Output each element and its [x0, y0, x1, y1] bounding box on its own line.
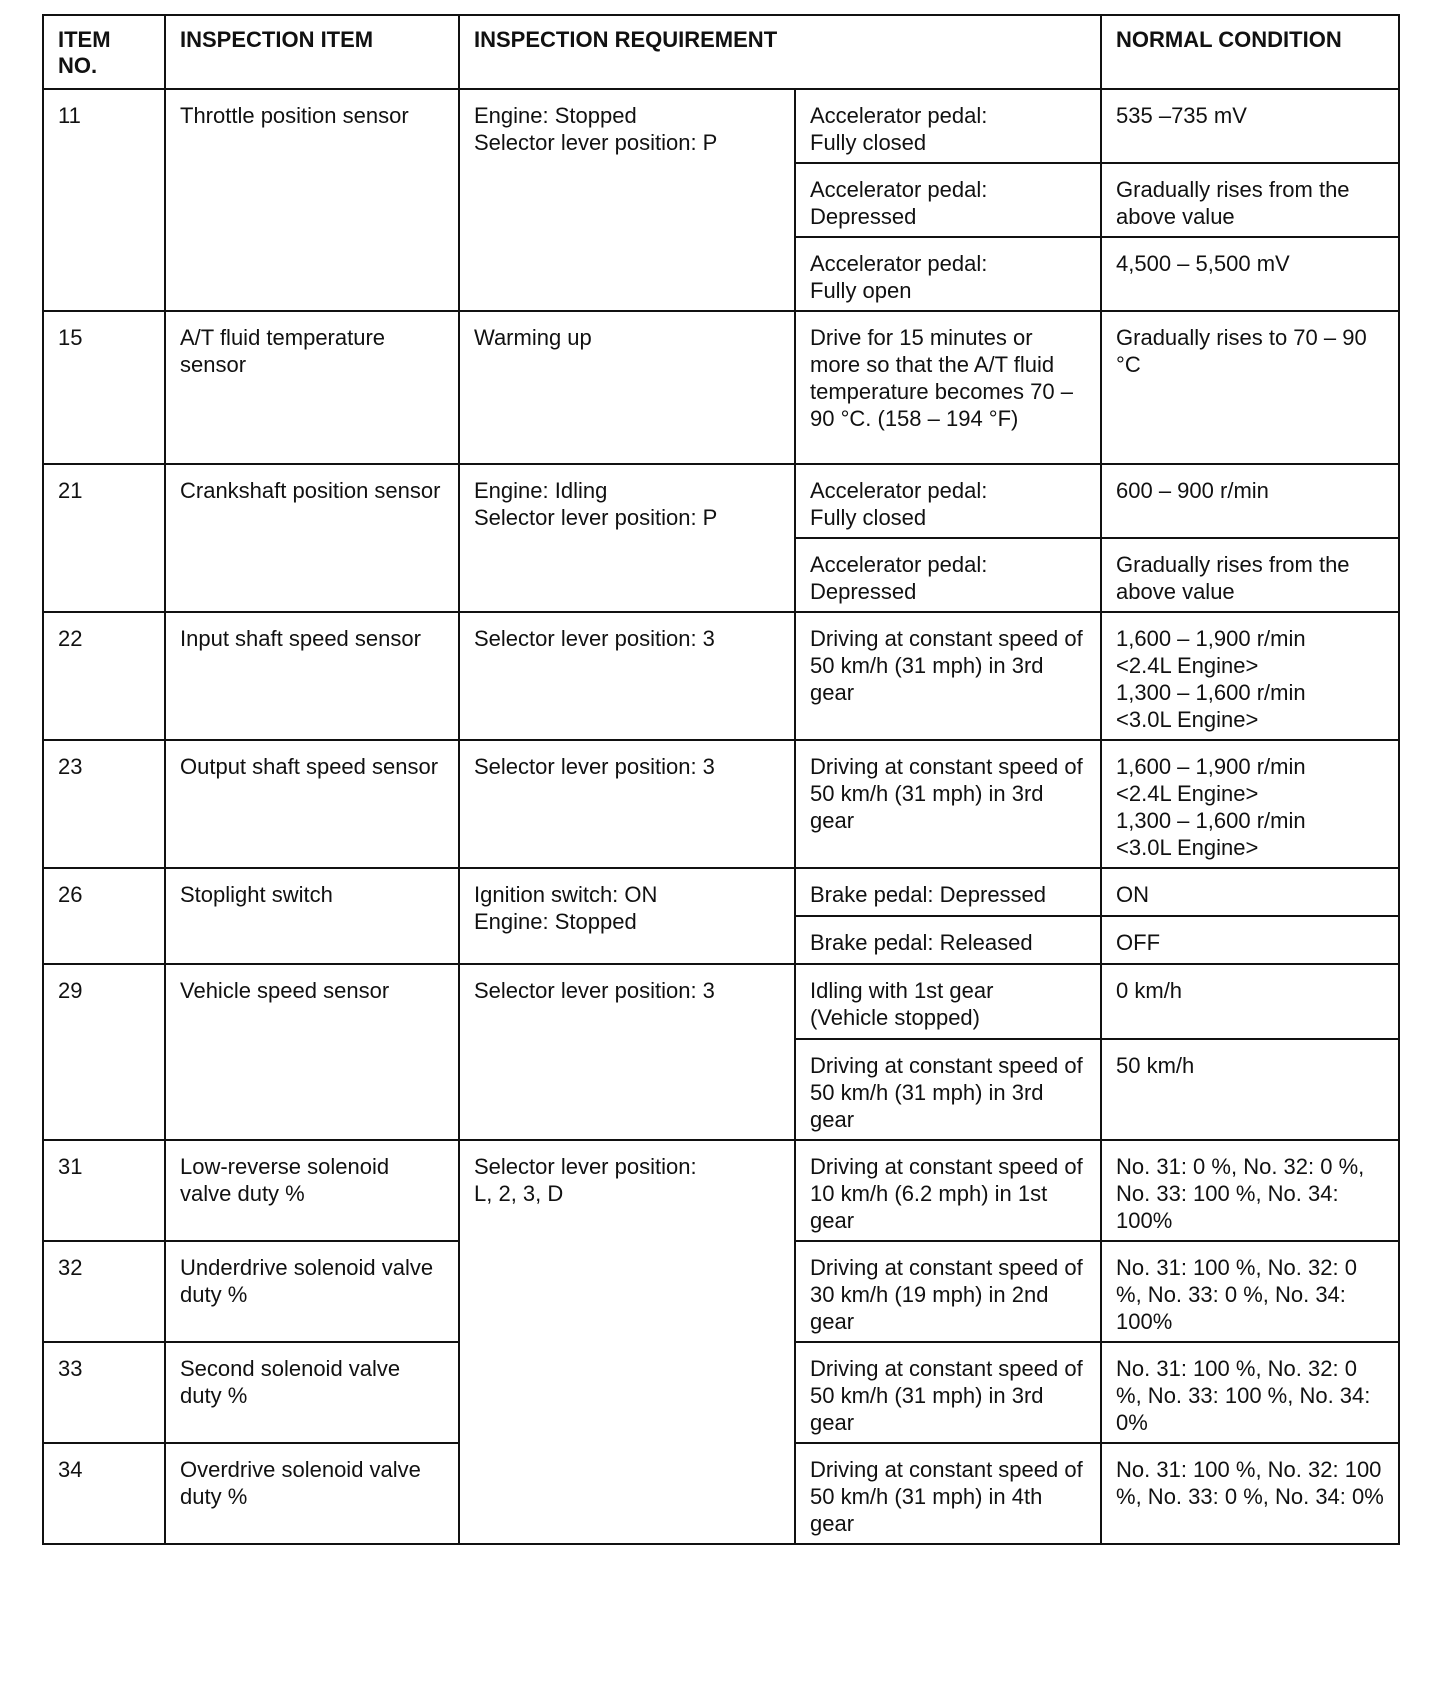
condition: Driving at constant speed of 50 km/h (31 mph) in 3rd gear: [795, 1342, 1101, 1443]
normal-condition: 0 km/h: [1101, 964, 1399, 1039]
inspection-item: Output shaft speed sensor: [165, 740, 459, 868]
condition: Driving at constant speed of 50 km/h (31 mph) in 4th gear: [795, 1443, 1101, 1544]
table-row: [43, 612, 1399, 740]
normal-condition: 1,600 – 1,900 r/min <2.4L Engine> 1,300 – 1,600 r/min <3.0L Engine>: [1101, 740, 1399, 868]
requirement: Selector lever position: 3: [459, 964, 795, 1140]
header-row: [43, 15, 1399, 89]
requirement-line: Engine: Stopped: [474, 909, 637, 934]
requirement: [459, 868, 795, 964]
table-row: [43, 311, 1399, 464]
condition: Accelerator pedal: Fully open: [795, 237, 1101, 311]
item-no: 15: [43, 311, 165, 464]
condition: Accelerator pedal: Depressed: [795, 538, 1101, 612]
condition: Driving at constant speed of 50 km/h (31 mph) in 3rd gear: [795, 612, 1101, 740]
item-no: 32: [43, 1241, 165, 1342]
condition: Idling with 1st gear (Vehicle stopped): [795, 964, 1101, 1039]
normal-condition: No. 31: 0 %, No. 32: 0 %, No. 33: 100 %, No. 34: 100%: [1101, 1140, 1399, 1241]
condition: Accelerator pedal: Fully closed: [795, 89, 1101, 163]
requirement-line: L, 2, 3, D: [474, 1181, 564, 1206]
header-inspection-item: INSPECTION ITEM: [165, 15, 459, 89]
item-no: 33: [43, 1342, 165, 1443]
inspection-item: A/T fluid temperature sensor: [165, 311, 459, 464]
normal-condition: No. 31: 100 %, No. 32: 0 %, No. 33: 0 %, No. 34: 100%: [1101, 1241, 1399, 1342]
requirement-line: Selector lever position: P: [474, 505, 718, 530]
requirement: Selector lever position: 3: [459, 612, 795, 740]
normal-condition: Gradually rises from the above value: [1101, 163, 1399, 237]
requirement: Warming up: [459, 311, 795, 464]
normal-condition: 535 –735 mV: [1101, 89, 1399, 163]
requirement-line: Ignition switch: ON: [474, 882, 658, 907]
condition: Brake pedal: Depressed: [795, 868, 1101, 916]
item-no: 29: [43, 964, 165, 1140]
normal-condition: Gradually rises to 70 – 90 °C: [1101, 311, 1399, 464]
item-no: 26: [43, 868, 165, 964]
item-no: 31: [43, 1140, 165, 1241]
condition: Brake pedal: Released: [795, 916, 1101, 964]
header-item-no: ITEM NO.: [43, 15, 165, 89]
inspection-table: [42, 14, 1400, 1545]
requirement-line: Selector lever position: P: [474, 130, 718, 155]
condition: Driving at constant speed of 50 km/h (31 mph) in 3rd gear: [795, 1039, 1101, 1140]
header-inspection-requirement: INSPECTION REQUIREMENT: [459, 15, 1101, 89]
condition: Driving at constant speed of 30 km/h (19 mph) in 2nd gear: [795, 1241, 1101, 1342]
inspection-item: Stoplight switch: [165, 868, 459, 964]
item-no: 11: [43, 89, 165, 311]
table-row: [43, 740, 1399, 868]
requirement: [459, 89, 795, 311]
normal-condition: 1,600 – 1,900 r/min <2.4L Engine> 1,300 – 1,600 r/min <3.0L Engine>: [1101, 612, 1399, 740]
condition: Driving at constant speed of 10 km/h (6.2 mph) in 1st gear: [795, 1140, 1101, 1241]
normal-condition: 600 – 900 r/min: [1101, 464, 1399, 538]
normal-condition: OFF: [1101, 916, 1399, 964]
inspection-item: Second solenoid valve duty %: [165, 1342, 459, 1443]
item-no: 23: [43, 740, 165, 868]
requirement-line: Engine: Stopped: [474, 103, 637, 128]
normal-condition: 4,500 – 5,500 mV: [1101, 237, 1399, 311]
inspection-item: Underdrive solenoid valve duty %: [165, 1241, 459, 1342]
requirement-line: Selector lever position:: [474, 1154, 697, 1179]
item-no: 22: [43, 612, 165, 740]
condition: Driving at constant speed of 50 km/h (31 mph) in 3rd gear: [795, 740, 1101, 868]
item-no: 21: [43, 464, 165, 612]
condition: Drive for 15 minutes or more so that the A/T fluid temperature becomes 70 – 90 °C. (158 – 194 °F): [795, 311, 1101, 464]
header-normal-condition: NORMAL CONDITION: [1101, 15, 1399, 89]
normal-condition: No. 31: 100 %, No. 32: 0 %, No. 33: 100 %, No. 34: 0%: [1101, 1342, 1399, 1443]
table-row: [43, 868, 1399, 916]
table-row: [43, 464, 1399, 538]
requirement: Selector lever position: 3: [459, 740, 795, 868]
item-label: Throttle position sensor: [180, 103, 409, 128]
requirement: [459, 1140, 795, 1544]
table-row: [43, 1140, 1399, 1241]
inspection-item: Overdrive solenoid valve duty %: [165, 1443, 459, 1544]
normal-condition: Gradually rises from the above value: [1101, 538, 1399, 612]
condition: Accelerator pedal: Fully closed: [795, 464, 1101, 538]
requirement: [459, 464, 795, 612]
table-row: [43, 964, 1399, 1039]
inspection-item: Crankshaft position sensor: [165, 464, 459, 612]
normal-condition: 50 km/h: [1101, 1039, 1399, 1140]
inspection-item: Low-reverse solenoid valve duty %: [165, 1140, 459, 1241]
normal-condition: No. 31: 100 %, No. 32: 100 %, No. 33: 0 %, No. 34: 0%: [1101, 1443, 1399, 1544]
inspection-item: Input shaft speed sensor: [165, 612, 459, 740]
table-row: [43, 89, 1399, 163]
condition: Accelerator pedal: Depressed: [795, 163, 1101, 237]
item-no: 34: [43, 1443, 165, 1544]
inspection-item: Vehicle speed sensor: [165, 964, 459, 1140]
normal-condition: ON: [1101, 868, 1399, 916]
inspection-item: [165, 89, 459, 311]
requirement-line: Engine: Idling: [474, 478, 608, 503]
